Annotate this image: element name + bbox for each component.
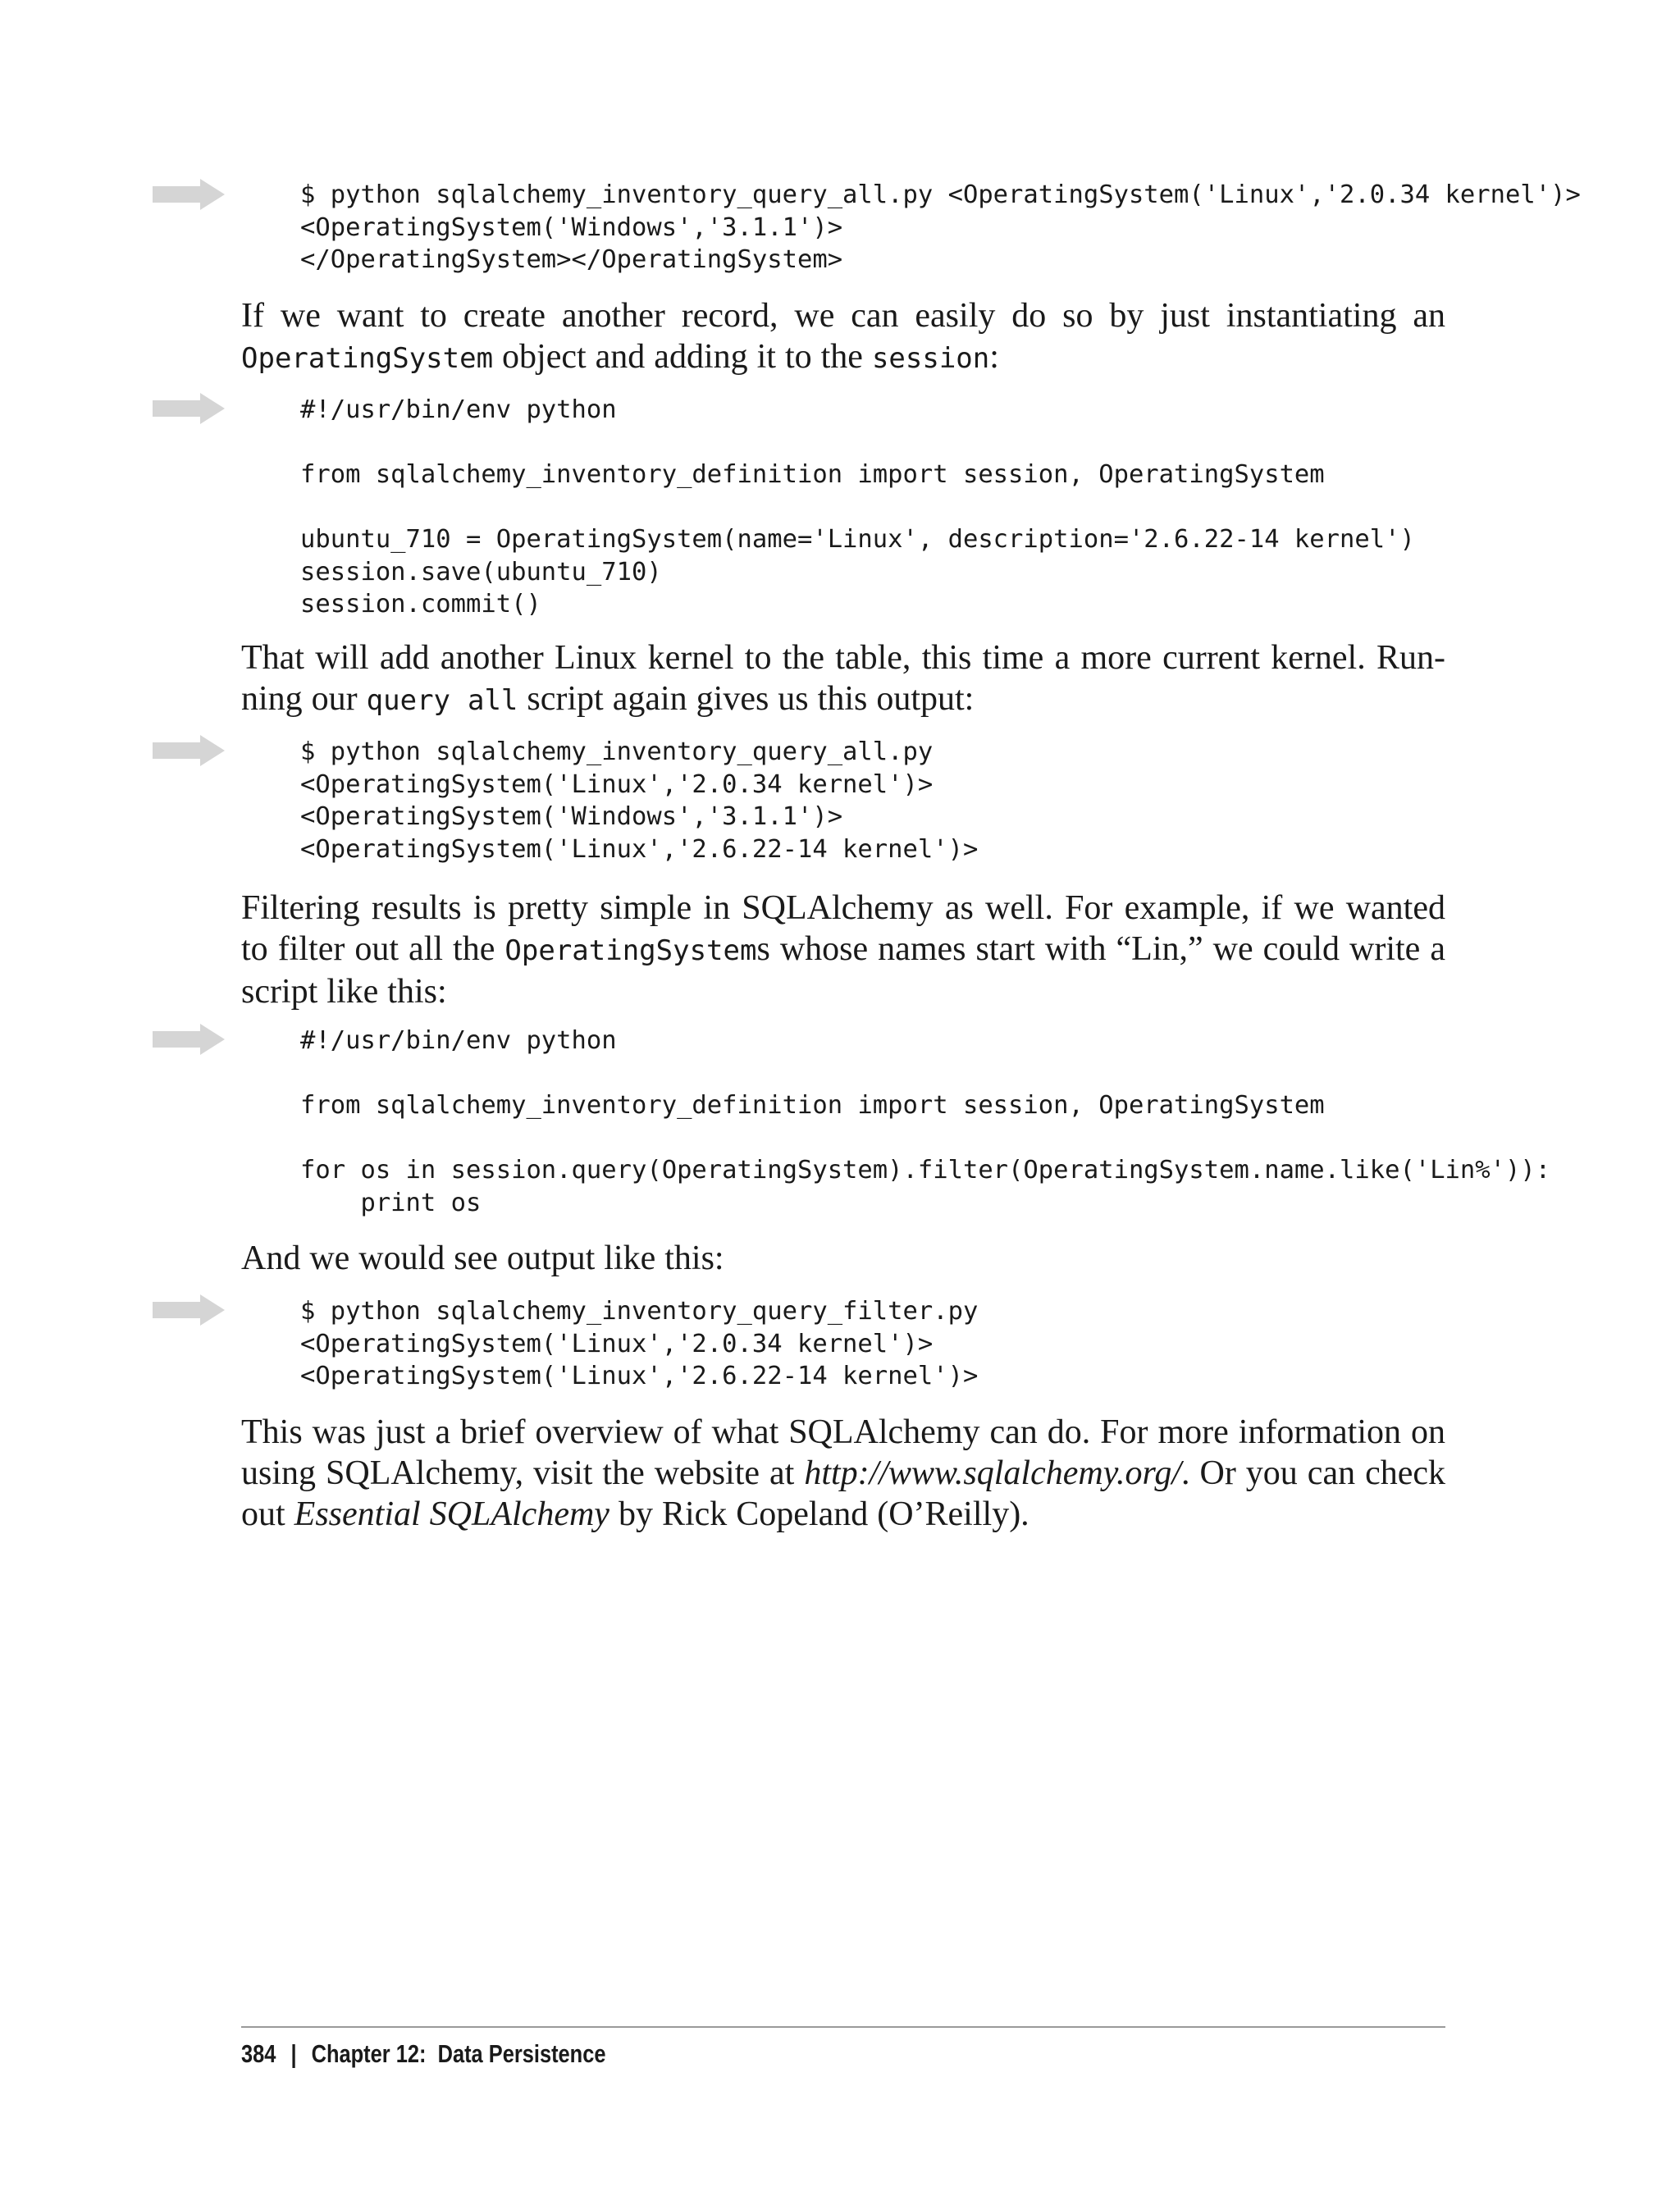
code-block: #!/usr/bin/env python from sqlalchemy_inventory_definition import session, OperatingSystem for os in session.query(OperatingSystem).filter(OperatingSystem.name.like('Lin%')): print os [300, 1026, 1551, 1217]
arrow-right-icon [153, 735, 225, 766]
paragraph: And we would see output like this: [241, 1239, 724, 1277]
arrow-right-icon [153, 393, 225, 424]
arrow-right-icon [153, 1024, 225, 1055]
inline-code: OperatingSystem [241, 342, 494, 375]
footer-rule [241, 2026, 1445, 2028]
inline-code: query all [366, 684, 518, 717]
code-block: $ python sqlalchemy_inventory_query_all.py <OperatingSystem('Linux','2.0.34 kernel')> <OperatingSystem('Windows','3.1.1')> <OperatingSystem('Linux','2.6.22-14 kernel')> [300, 737, 979, 864]
paragraph: That will add another Linux kernel to the table, this time a more current kernel. Running our query all script again gives us this output: [241, 639, 1445, 718]
paragraph: If we want to create another record, we can easily do so by just instantiating an OperatingSystem object and adding it to the session: [241, 297, 1445, 376]
paragraph: Filtering results is pretty simple in SQLAlchemy as well. For example, if we wanted to filter out all the OperatingSystems whose names start with “Lin,” we could write a script like this: [241, 889, 1445, 1011]
footer-separator: | [290, 2039, 297, 2068]
book-title: Essential SQLAlchemy [294, 1495, 609, 1533]
paragraph: This was just a brief overview of what SQLAlchemy can do. For more information on using SQLAlchemy, visit the website at http://www.sqlalchemy.org/. Or you can check out Essential SQLAlchemy by Rick Copeland (O’Reilly). [241, 1413, 1446, 1533]
code-block: #!/usr/bin/env python from sqlalchemy_inventory_definition import session, OperatingSystem ubuntu_710 = OperatingSystem(name='Linux', description='2.6.22-14 kernel') session.save(ubuntu_710) session.commit() [300, 395, 1415, 619]
code-block: $ python sqlalchemy_inventory_query_filter.py <OperatingSystem('Linux','2.0.34 kernel')> <OperatingSystem('Linux','2.6.22-14 kernel')> [300, 1297, 979, 1390]
page-footer [241, 2039, 605, 2069]
code-block: $ python sqlalchemy_inventory_query_all.py <OperatingSystem('Linux','2.0.34 kernel')> <OperatingSystem('Windows','3.1.1')> </OperatingSystem></OperatingSystem> [300, 180, 1581, 274]
link-url: http://www.sqlalchemy.org/ [804, 1454, 1181, 1492]
chapter-title: Chapter 12: Data Persistence [311, 2039, 606, 2068]
page-number: 384 [241, 2039, 276, 2068]
inline-code: session [871, 342, 990, 375]
inline-code: OperatingSystem [504, 934, 757, 967]
arrow-right-icon [153, 179, 225, 210]
arrow-right-icon [153, 1294, 225, 1326]
